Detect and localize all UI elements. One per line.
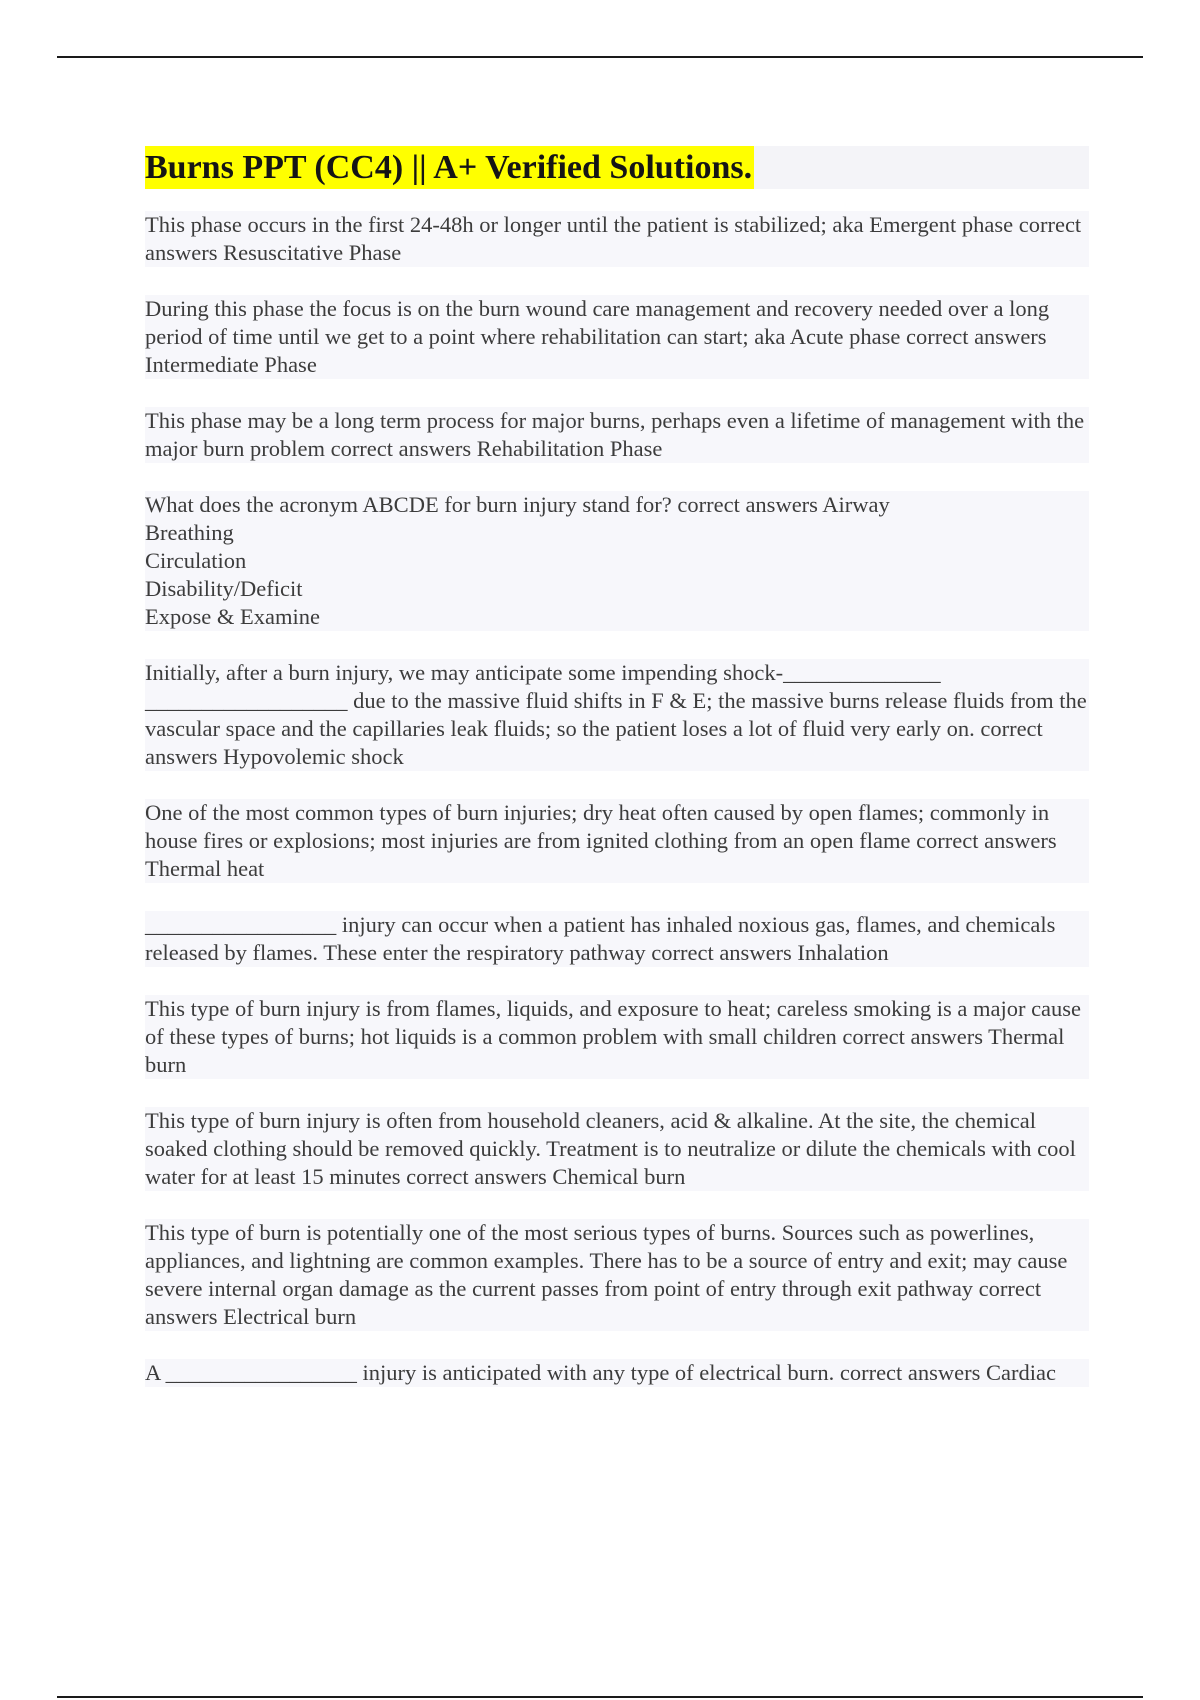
document-title: Burns PPT (CC4) || A+ Verified Solutions.: [145, 146, 754, 189]
qa-item-7: _________________ injury can occur when a patient has inhaled noxious gas, flames, and chemicals released by flames. These enter the respiratory pathway correct answers Inhalation: [145, 911, 1089, 967]
qa-item-11: A _________________ injury is anticipated with any type of electrical burn. correct answers Cardiac: [145, 1359, 1089, 1387]
top-rule: [57, 56, 1143, 58]
qa-item-8: This type of burn injury is from flames, liquids, and exposure to heat; careless smoking is a major cause of these types of burns; hot liquids is a common problem with small children correct answers Thermal burn: [145, 995, 1089, 1079]
qa-item-9: This type of burn injury is often from household cleaners, acid & alkaline. At the site, the chemical soaked clothing should be removed quickly. Treatment is to neutralize or dilute the chemicals with cool water for at least 15 minutes correct answers Chemical burn: [145, 1107, 1089, 1191]
qa-item-4: What does the acronym ABCDE for burn injury stand for? correct answers Airway Breathing Circulation Disability/Deficit Expose & Examine: [145, 491, 1089, 631]
qa-item-6: One of the most common types of burn injuries; dry heat often caused by open flames; commonly in house fires or explosions; most injuries are from ignited clothing from an open flame correct answers Thermal heat: [145, 799, 1089, 883]
title-row: [145, 146, 1089, 189]
bottom-rule: [57, 1696, 1143, 1698]
qa-item-5: Initially, after a burn injury, we may anticipate some impending shock-______________ __________________ due to the massive fluid shifts in F & E; the massive burns release fluids from the vascular space and the capillaries leak fluids; so the patient loses a lot of fluid very early on. correct answers Hypovolemic shock: [145, 659, 1089, 771]
qa-item-2: During this phase the focus is on the burn wound care management and recovery needed over a long period of time until we get to a point where rehabilitation can start; aka Acute phase correct answers Intermediate Phase: [145, 295, 1089, 379]
qa-item-1: This phase occurs in the first 24-48h or longer until the patient is stabilized; aka Emergent phase correct answers Resuscitative Phase: [145, 211, 1089, 267]
document-body: [145, 146, 1089, 1415]
qa-item-10: This type of burn is potentially one of the most serious types of burns. Sources such as powerlines, appliances, and lightning are common examples. There has to be a source of entry and exit; may cause severe internal organ damage as the current passes from point of entry through exit pathway correct answers Electrical burn: [145, 1219, 1089, 1331]
qa-item-3: This phase may be a long term process for major burns, perhaps even a lifetime of management with the major burn problem correct answers Rehabilitation Phase: [145, 408, 1090, 461]
